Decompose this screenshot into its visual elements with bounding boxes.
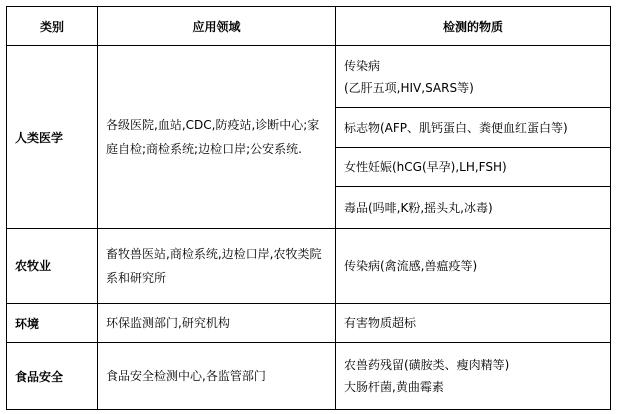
row-substance xyxy=(336,343,611,410)
row-category: 农牧业 xyxy=(7,229,98,304)
substance-line: 标志物(AFP、肌钙蛋白、粪便血红蛋白等) xyxy=(344,120,568,135)
header-application: 应用领域 xyxy=(98,7,336,46)
table-row xyxy=(7,46,611,108)
row-application: 食品安全检测中心,各监管部门 xyxy=(98,343,336,410)
row-substance xyxy=(336,46,611,108)
row-substance xyxy=(336,108,611,148)
row-substance xyxy=(336,147,611,187)
row-application: 各级医院,血站,CDC,防疫站,诊断中心;家庭自检;商检系统;边检口岸;公安系统. xyxy=(98,46,336,229)
table-row xyxy=(7,303,611,343)
substance-line: 女性妊娠(hCG(早孕),LH,FSH) xyxy=(344,160,507,175)
row-application: 环保监测部门,研究机构 xyxy=(98,303,336,343)
substance-line: 毒品(吗啡,K粉,摇头丸,冰毒) xyxy=(344,200,493,215)
substance-line: 传染病(禽流感,兽瘟疫等) xyxy=(344,258,478,273)
header-substance: 检测的物质 xyxy=(336,7,611,46)
table-row xyxy=(7,229,611,304)
row-substance xyxy=(336,229,611,304)
row-substance xyxy=(336,187,611,229)
row-substance xyxy=(336,303,611,343)
row-category: 人类医学 xyxy=(7,46,98,229)
data-table xyxy=(6,6,611,410)
substance-line: 传染病 xyxy=(344,58,381,73)
header-category: 类别 xyxy=(7,7,98,46)
table-row xyxy=(7,343,611,410)
substance-line: 农兽药残留(磺胺类、瘦肉精等) xyxy=(344,358,510,373)
table-header-row xyxy=(7,7,611,46)
row-category: 食品安全 xyxy=(7,343,98,410)
substance-line: (乙肝五项,HIV,SARS等) xyxy=(344,80,474,95)
substance-line: 大肠杆菌,黄曲霉素 xyxy=(344,380,444,395)
row-application: 畜牧兽医站,商检系统,边检口岸,农牧类院系和研究所 xyxy=(98,229,336,304)
substance-line: 有害物质超标 xyxy=(344,316,417,331)
row-category: 环境 xyxy=(7,303,98,343)
